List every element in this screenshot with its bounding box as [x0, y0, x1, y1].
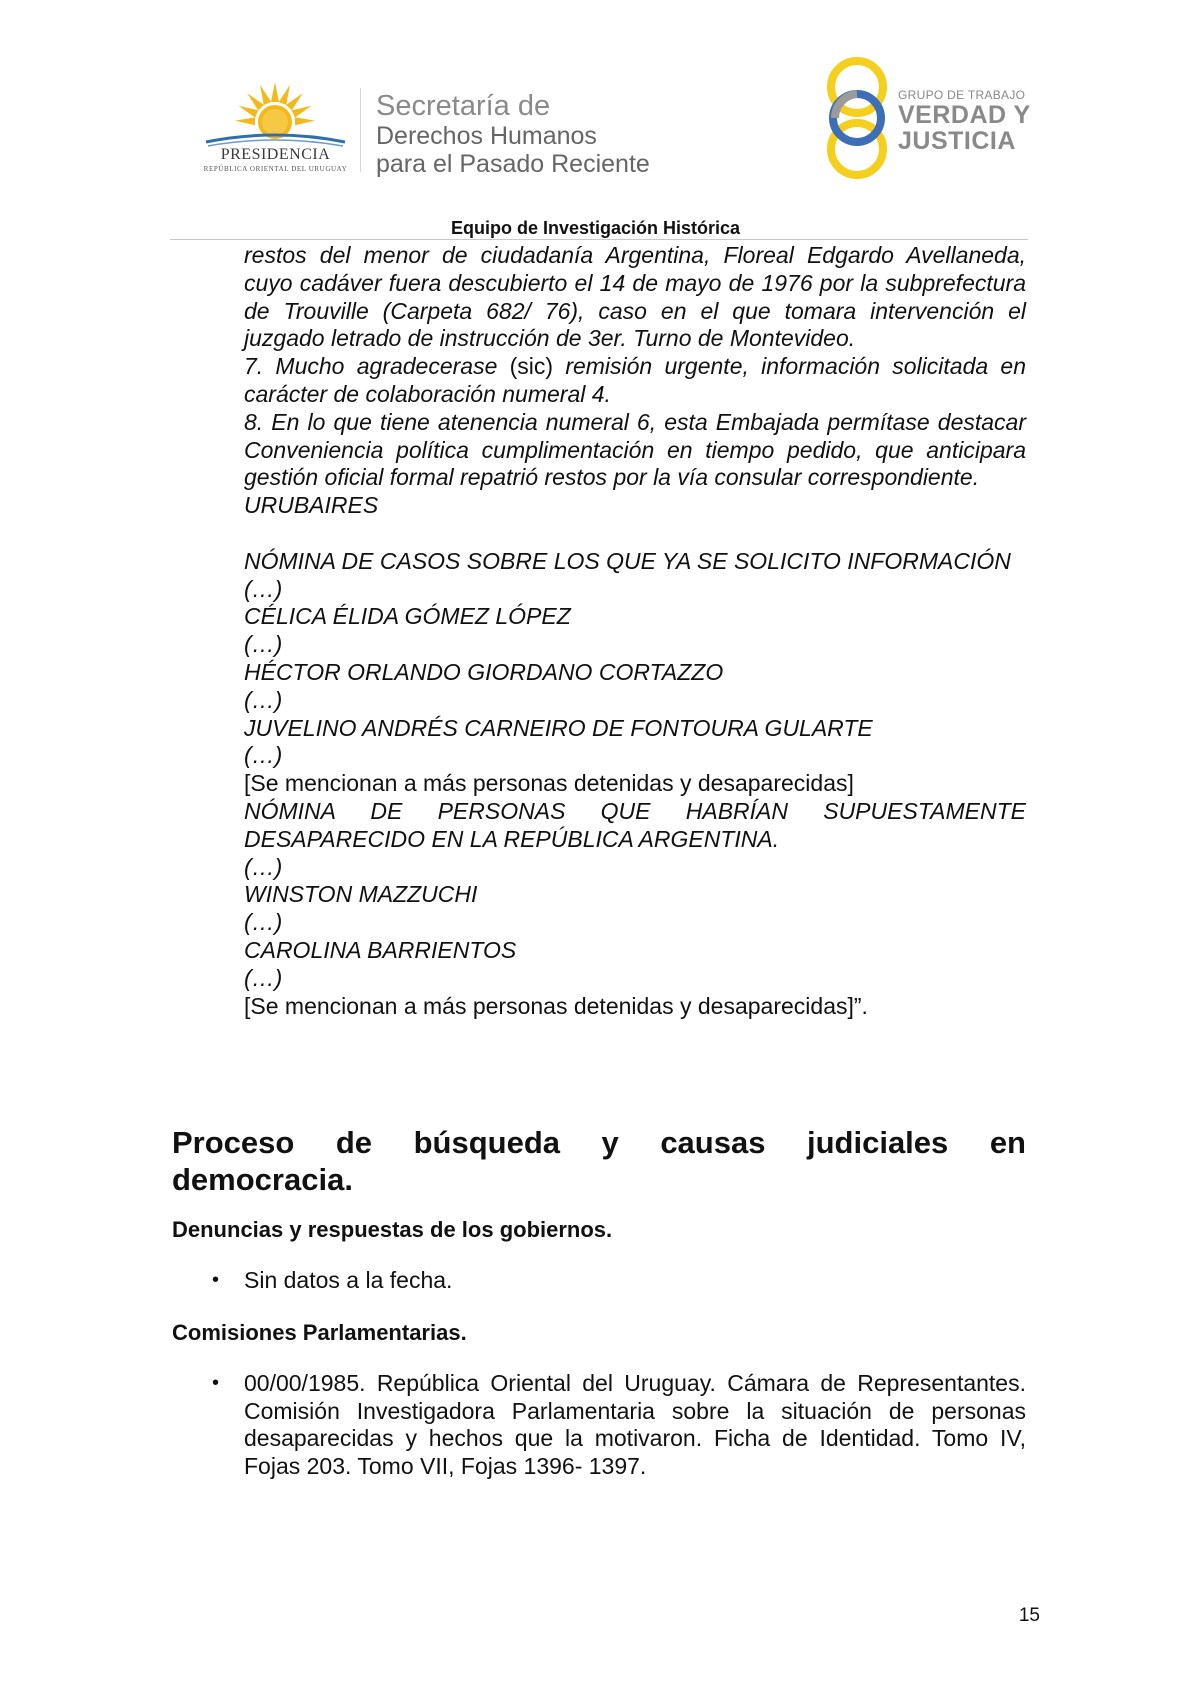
item-7-text-b: remisión urgente, información solicitada en carácter de colaboración numeral 4. [244, 353, 1026, 407]
subheading-denuncias: Denuncias y respuestas de los gobiernos. [172, 1217, 613, 1242]
blank-line [244, 520, 1026, 548]
ellipsis: (…) [244, 575, 283, 602]
editor-note: [Se mencionan a más personas detenidas y desaparecidas] [244, 770, 854, 797]
secretaria-line1: Secretaría de [376, 90, 551, 122]
bullet-icon: • [212, 1269, 220, 1291]
verdad-justicia-rings-logo [823, 55, 891, 181]
ellipsis: (…) [244, 686, 283, 713]
paragraph-item-8: 8. En lo que tiene atenencia numeral 6, esta Embajada permítase destacar Conveniencia política cumplimentación en tiempo pedido, que anticipara gestión oficial formal repatrió restos por la vía consular correspondiente. [244, 408, 1026, 491]
ellipsis: (…) [244, 964, 283, 991]
grupo-title-line1: VERDAD Y [898, 101, 1031, 129]
grupo-label: GRUPO DE TRABAJO [898, 88, 1026, 102]
list-item [172, 1370, 1026, 1481]
nomina-personas-heading: NÓMINA DE PERSONAS QUE HABRÍAN SUPUESTAMENTE DESAPARECIDO EN LA REPÚBLICA ARGENTINA. [244, 797, 1026, 852]
document-body [244, 242, 1026, 1020]
grupo-title-line2: JUSTICIA [898, 127, 1016, 155]
name-item: CÉLICA ÉLIDA GÓMEZ LÓPEZ [244, 603, 571, 630]
sic-note: (sic) [497, 353, 566, 380]
bullet-icon: • [212, 1371, 220, 1394]
list-item [172, 1267, 1026, 1295]
name-item: HÉCTOR ORLANDO GIORDANO CORTAZZO [244, 658, 724, 685]
section-proceso [172, 1124, 1026, 1481]
team-title: Equipo de Investigación Histórica [450, 218, 741, 238]
list-item-text: Sin datos a la fecha. [244, 1267, 453, 1293]
header-rule [170, 239, 1028, 240]
ellipsis: (…) [244, 853, 283, 880]
page-number: 15 [1018, 1605, 1040, 1626]
presidencia-label: PRESIDENCIA [220, 146, 331, 163]
paragraph-item-7 [244, 353, 1026, 409]
ellipsis: (…) [244, 909, 283, 936]
secretaria-line3: para el Pasado Reciente [376, 150, 650, 178]
page-header [0, 0, 1191, 238]
ellipsis: (…) [244, 631, 283, 658]
item-7-text-a: 7. Mucho agradecerase [244, 353, 498, 380]
list-item-text: 00/00/1985. República Oriental del Uruguay. Cámara de Representantes. Comisión Investigadora Parlamentaria sobre la situación de personas desaparecidas y hechos que la motivaron. Ficha de Identidad. Tomo IV, Fojas 203. Tomo VII, Fojas 1396- 1397. [244, 1369, 1026, 1480]
name-item: WINSTON MAZZUCHI [244, 881, 478, 908]
editor-note: [Se mencionan a más personas detenidas y desaparecidas]”. [244, 992, 868, 1019]
section-title-line1: Proceso de búsqueda y causas judiciales en [172, 1125, 1026, 1160]
nomina-casos-heading: NÓMINA DE CASOS SOBRE LOS QUE YA SE SOLICITO INFORMACIÓN [244, 547, 1011, 574]
secretaria-line2: Derechos Humanos [376, 122, 597, 150]
verdad-justicia-text [898, 88, 1031, 154]
name-item: JUVELINO ANDRÉS CARNEIRO DE FONTOURA GULARTE [244, 714, 873, 741]
section-title-line2: democracia. [172, 1162, 353, 1197]
section-title [172, 1124, 1026, 1198]
ellipsis: (…) [244, 742, 283, 769]
subheading-comisiones: Comisiones Parlamentarias. [172, 1319, 467, 1345]
secretaria-logo-text [376, 90, 650, 178]
presidencia-sublabel: REPÚBLICA ORIENTAL DEL URUGUAY [203, 165, 348, 173]
name-item: CAROLINA BARRIENTOS [244, 936, 517, 963]
header-divider [360, 88, 361, 172]
signature-urubaires: URUBAIRES [244, 492, 379, 519]
paragraph-restos: restos del menor de ciudadanía Argentina, Floreal Edgardo Avellaneda, cuyo cadáver fuera descubierto el 14 de mayo de 1976 por la subprefectura de Trouville (Carpeta 682/ 76), caso en el que tomara intervención el juzgado letrado de instrucción de 3er. Turno de Montevideo. [244, 242, 1026, 352]
